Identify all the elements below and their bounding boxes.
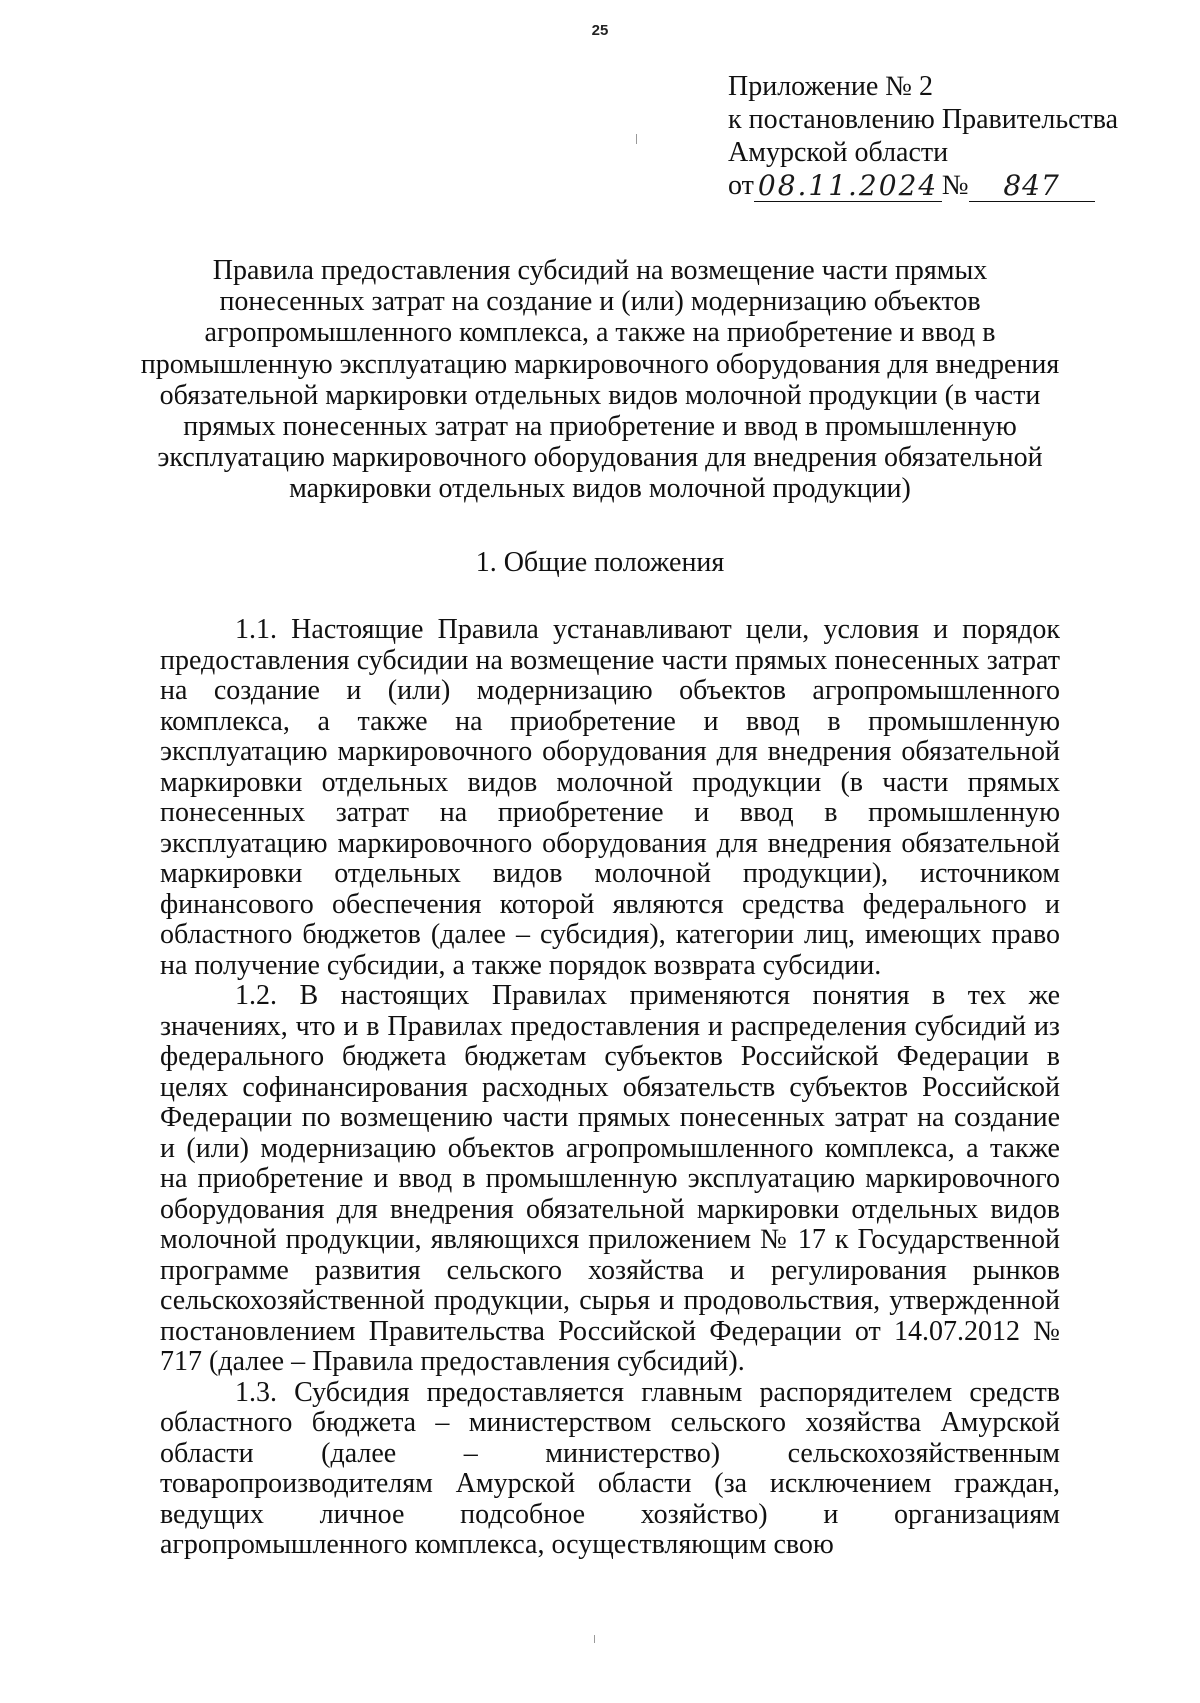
paragraph-1-1: 1.1. Настоящие Правила устанавливают цели, условия и порядок предоставления субсидии на возмещение части прямых понесенных затрат на создание и (или) модернизацию объектов агропромышленного комплекса, а также на приобретение и ввод в промышленную эксплуатацию маркировочного оборудования для внедрения обязательной маркировки отдельных видов молочной продукции (в части прямых понесенных затрат на приобретение и ввод в промышленную эксплуатацию маркировочного оборудования для внедрения обязательной маркировки отдельных видов молочной продукции), источником финансового обеспечения которой являются средства федерального и областного бюджетов (далее – субсидия), категории лиц, имеющих право на получение субсидии, а также порядок возврата субсидии. [160, 614, 1060, 981]
scan-mark [636, 134, 637, 144]
document-title: Правила предоставления субсидий на возмещение части прямых понесенных затрат на создание и (или) модернизацию объектов агропромышленного комплекса, а также на приобретение и ввод в промышленную эксплуатацию маркировочного оборудования для внедрения обязательной маркировки отдельных видов молочной продукции (в части прямых понесенных затрат на приобретение и ввод в промышленную эксплуатацию маркировочного оборудования для внедрения обязательной маркировки отдельных видов молочной продукции) [140, 255, 1060, 505]
appendix-decree-reference: к постановлению Правительства [728, 104, 1119, 135]
page-number: 25 [591, 22, 609, 39]
paragraph-1-3: 1.3. Субсидия предоставляется главным распорядителем средств областного бюджета – министерством сельского хозяйства Амурской области (далее – министерство) сельскохозяйственным товаропроизводителям Амурской области (за исключением граждан, ведущих личное подсобное хозяйство) и организациям агропромышленного комплекса, осуществляющим свою [160, 1376, 1060, 1560]
paragraph-1-2: 1.2. В настоящих Правилах применяются понятия в тех же значениях, что и в Правилах предоставления и распределения субсидий из федерального бюджета бюджетам субъектов Российской Федерации в целях софинансирования расходных обязательств субъектов Российской Федерации по возмещению части прямых понесенных затрат на создание и (или) модернизацию объектов агропромышленного комплекса, а также на приобретение и ввод в промышленную эксплуатацию маркировочного оборудования для внедрения обязательной маркировки отдельных видов молочной продукции, являющихся приложением № 17 к Государственной программе развития сельского хозяйства и регулирования рынков сельскохозяйственной продукции, сырья и продовольствия, утвержденной постановлением Правительства Российской Федерации от 14.07.2012 № 717 (далее – Правила предоставления субсидий). [160, 980, 1060, 1377]
handwritten-number: 847 [969, 171, 1095, 202]
handwritten-date: 08.11.2024 [754, 171, 942, 202]
section-heading: 1. Общие положения [475, 547, 725, 578]
appendix-number: Приложение № 2 [728, 71, 933, 102]
number-label: № [941, 170, 969, 201]
document-body [160, 615, 1060, 1561]
from-label: от [728, 170, 754, 201]
appendix-header [728, 70, 1118, 202]
appendix-date-number-line [728, 169, 1118, 202]
appendix-region: Амурской области [728, 137, 949, 168]
scan-mark [594, 1635, 595, 1643]
